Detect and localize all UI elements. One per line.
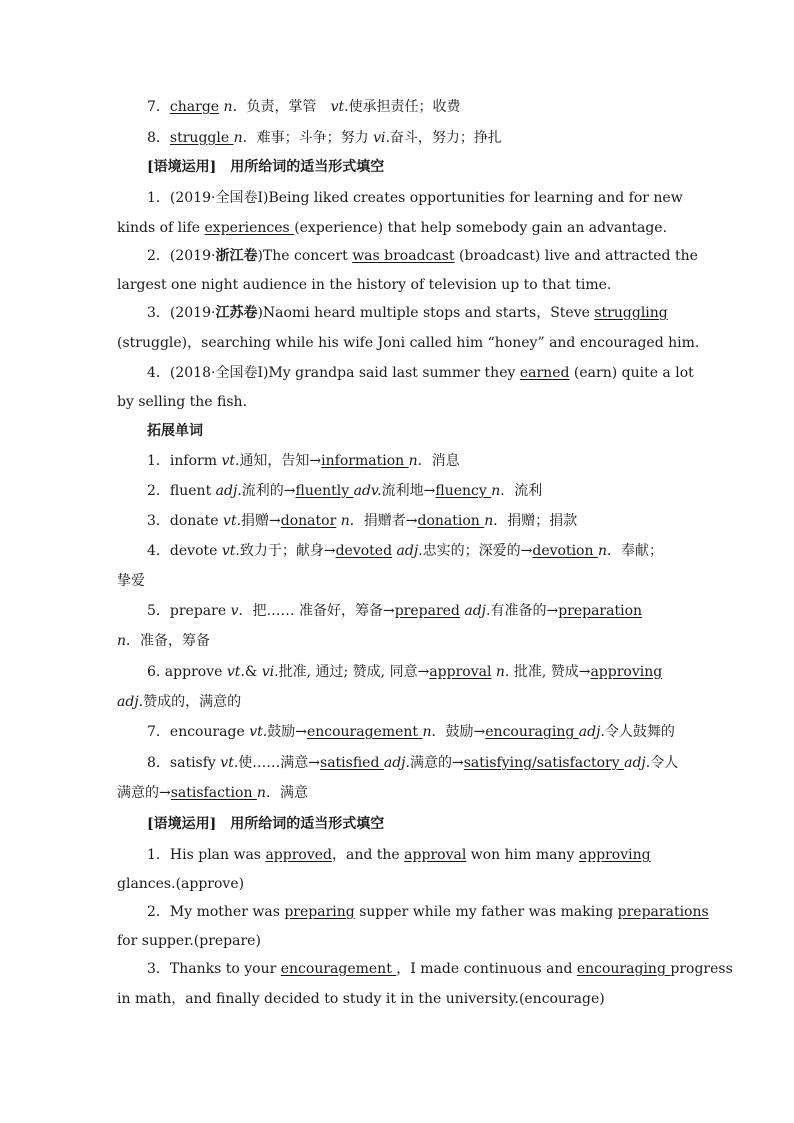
text-line xyxy=(117,218,687,238)
text-line xyxy=(117,989,687,1009)
text-segment: for supper.(prepare) xyxy=(117,933,261,949)
text-segment: progress xyxy=(670,961,733,977)
text-segment: 使承担责任；收费 xyxy=(348,99,461,115)
answer-blank: prepared xyxy=(394,603,460,619)
section-heading: [语境运用] 用所给词的适当形式填空 xyxy=(147,816,385,832)
text-line xyxy=(147,363,694,383)
text-line xyxy=(117,333,700,353)
answer-blank: fluency xyxy=(435,483,492,499)
text-segment: glances.(approve) xyxy=(117,876,245,892)
answer-blank: information xyxy=(321,453,409,469)
text-segment: adj. xyxy=(396,543,423,559)
text-segment: supper while my father was making xyxy=(354,904,618,920)
answer-blank: was broadcast xyxy=(352,248,455,264)
text-line xyxy=(147,601,687,621)
text-segment: 1．inform xyxy=(147,453,222,469)
section-heading: [语境运用] 用所给词的适当形式填空 xyxy=(147,159,385,175)
text-segment: ．准备，筹备 xyxy=(126,633,211,649)
text-segment: ．捐赠者→ xyxy=(349,513,418,529)
text-segment: 2．(2019· xyxy=(147,248,216,264)
text-segment: 赞成的，满意的 xyxy=(143,694,242,710)
text-segment: & xyxy=(244,664,262,680)
text-segment: n xyxy=(117,633,127,649)
answer-blank: satisfied xyxy=(320,755,384,771)
section-heading: 江苏卷 xyxy=(215,305,258,321)
text-segment: ．奉献； xyxy=(606,543,663,559)
text-line xyxy=(147,97,687,117)
text-segment: 4．devote xyxy=(147,543,222,559)
text-segment: 1．His plan was xyxy=(147,847,266,863)
text-segment: (struggle)，searching while his wife Joni called him “honey” and encouraged him. xyxy=(117,335,700,351)
text-segment: n xyxy=(495,664,505,680)
answer-blank: donator xyxy=(280,513,337,529)
text-line xyxy=(117,692,687,712)
text-segment: 流利地→ xyxy=(381,483,436,499)
text-segment: adj. xyxy=(383,755,410,771)
text-segment: (earn) quite a lot xyxy=(569,365,694,381)
section-heading: 拓展单词 xyxy=(147,423,203,439)
text-segment: vt. xyxy=(223,513,242,529)
answer-blank: struggling xyxy=(594,305,668,321)
text-segment: ，and the xyxy=(332,847,405,863)
text-segment: )The concert xyxy=(257,248,353,264)
answer-blank: satisfying/satisfactory xyxy=(463,755,625,771)
text-line xyxy=(147,541,687,561)
text-segment: largest one night audience in the history of television up to that time. xyxy=(117,277,612,293)
text-segment: vi. xyxy=(373,130,390,146)
answer-blank: donation xyxy=(417,513,485,529)
text-segment: 满意的→ xyxy=(409,755,464,771)
text-segment: 奋斗，努力；挣扎 xyxy=(389,130,502,146)
text-segment: 流利的→ xyxy=(241,483,296,499)
text-segment: n xyxy=(491,483,501,499)
text-line xyxy=(147,246,698,266)
text-segment: 令人 xyxy=(650,755,679,771)
text-segment: 7．encourage xyxy=(147,724,250,740)
answer-blank: approving xyxy=(578,847,651,863)
text-segment: 鼓励→ xyxy=(267,724,307,740)
text-segment: (experience) that help somebody gain an advantage. xyxy=(294,220,668,236)
text-line xyxy=(147,662,687,682)
text-segment: 7． xyxy=(147,99,170,115)
text-segment: ．鼓励→ xyxy=(431,724,486,740)
text-segment: adj. xyxy=(215,483,242,499)
text-segment: 通知，告知→ xyxy=(239,453,322,469)
text-segment: 3．Thanks to your xyxy=(147,961,281,977)
text-segment: 令人鼓舞的 xyxy=(604,724,675,740)
text-line xyxy=(147,959,733,979)
text-segment: ．流利 xyxy=(500,483,543,499)
answer-blank: preparations xyxy=(617,904,709,920)
text-segment: (broadcast) live and attracted the xyxy=(454,248,698,264)
answer-blank: earned xyxy=(519,365,570,381)
text-line xyxy=(147,722,687,742)
answer-blank: fluently xyxy=(295,483,354,499)
text-segment: v xyxy=(230,603,239,619)
text-line xyxy=(147,481,687,501)
text-segment: 批准, 通过; 赞成, 同意→ xyxy=(278,664,430,680)
text-line xyxy=(117,571,687,591)
text-segment: 6. approve xyxy=(147,664,227,680)
text-segment: vi. xyxy=(261,664,279,680)
text-segment: ．难事；斗争；努力 xyxy=(242,130,374,146)
text-line xyxy=(147,451,687,471)
text-segment: adj. xyxy=(117,694,144,710)
text-segment: n xyxy=(484,513,494,529)
text-line xyxy=(117,874,687,894)
answer-blank: preparing xyxy=(284,904,355,920)
text-segment: ，I made continuous and xyxy=(396,961,577,977)
answer-blank: devoted xyxy=(335,543,393,559)
text-segment: ．负责，掌管 xyxy=(232,99,331,115)
text-line xyxy=(117,931,687,951)
answer-blank: devotion xyxy=(532,543,598,559)
text-segment: vt. xyxy=(220,755,239,771)
text-segment: 满意的→ xyxy=(117,785,171,801)
text-segment: ．消息 xyxy=(417,453,460,469)
text-segment: vt. xyxy=(330,99,349,115)
text-line xyxy=(147,902,709,922)
text-segment: . 批准, 赞成→ xyxy=(504,664,591,680)
text-segment: n xyxy=(422,724,432,740)
text-segment: 4．(2018·全国卷Ⅰ)My grandpa said last summer they xyxy=(147,365,520,381)
text-segment: 3．(2019· xyxy=(147,305,216,321)
text-segment: won him many xyxy=(466,847,579,863)
text-segment: 忠实的；深爱的→ xyxy=(422,543,533,559)
answer-blank: charge xyxy=(169,99,220,115)
text-segment: n xyxy=(408,453,418,469)
text-segment: vt. xyxy=(226,664,245,680)
text-line xyxy=(147,814,687,834)
text-line xyxy=(117,275,687,295)
text-segment: n xyxy=(233,130,243,146)
text-line xyxy=(147,421,687,441)
text-line xyxy=(117,631,687,651)
text-line xyxy=(117,783,687,803)
text-segment: vt. xyxy=(249,724,268,740)
text-segment: )Naomi heard multiple stops and starts，Steve xyxy=(257,305,595,321)
answer-blank: satisfaction xyxy=(170,785,257,801)
text-segment: 致力于；献身→ xyxy=(239,543,336,559)
text-segment: 挚爱 xyxy=(117,573,145,589)
text-line xyxy=(117,392,687,412)
text-segment: in math，and finally decided to study it in the university.(encourage) xyxy=(117,991,605,1007)
text-segment: kinds of life xyxy=(117,220,205,236)
text-segment: n xyxy=(256,785,266,801)
text-segment: vt. xyxy=(221,453,240,469)
text-segment: adv. xyxy=(353,483,382,499)
text-segment: ．把…… 准备好，筹备→ xyxy=(238,603,395,619)
text-line xyxy=(147,845,687,865)
text-segment: 8． xyxy=(147,130,170,146)
answer-blank: preparation xyxy=(558,603,643,619)
answer-blank: approving xyxy=(590,664,663,680)
text-line xyxy=(147,157,687,177)
answer-blank: approved xyxy=(265,847,333,863)
answer-blank: encouraging xyxy=(485,724,579,740)
text-segment: 2．My mother was xyxy=(147,904,285,920)
text-line xyxy=(147,511,687,531)
text-segment: 使……满意→ xyxy=(238,755,321,771)
text-segment: n xyxy=(340,513,350,529)
text-segment: adj. xyxy=(624,755,651,771)
text-segment: adj. xyxy=(464,603,491,619)
text-segment: 5．prepare xyxy=(147,603,231,619)
text-line xyxy=(147,753,687,773)
text-segment: 2．fluent xyxy=(147,483,216,499)
text-segment: 1．(2019·全国卷Ⅰ)Being liked creates opportunities for learning and for new xyxy=(147,190,683,206)
answer-blank: encouraging xyxy=(576,961,671,977)
text-line xyxy=(147,303,687,323)
text-segment: ．满意 xyxy=(265,785,308,801)
text-segment: adj. xyxy=(578,724,605,740)
text-segment: by selling the fish. xyxy=(117,394,248,410)
text-segment: n xyxy=(597,543,607,559)
text-segment: 有准备的→ xyxy=(490,603,559,619)
answer-blank: struggle xyxy=(169,130,234,146)
text-segment: 3．donate xyxy=(147,513,224,529)
answer-blank: experiences xyxy=(204,220,295,236)
section-heading: 浙江卷 xyxy=(215,248,258,264)
text-segment: ．捐赠；捐款 xyxy=(493,513,578,529)
answer-blank: encouragement xyxy=(306,724,423,740)
answer-blank: approval xyxy=(404,847,467,863)
text-segment: n xyxy=(223,99,233,115)
text-line xyxy=(147,188,687,208)
answer-blank: encouragement xyxy=(280,961,397,977)
text-line xyxy=(147,128,687,148)
text-segment: vt. xyxy=(221,543,240,559)
text-segment: 8．satisfy xyxy=(147,755,221,771)
text-segment: 捐赠→ xyxy=(241,513,281,529)
answer-blank: approval xyxy=(429,664,492,680)
